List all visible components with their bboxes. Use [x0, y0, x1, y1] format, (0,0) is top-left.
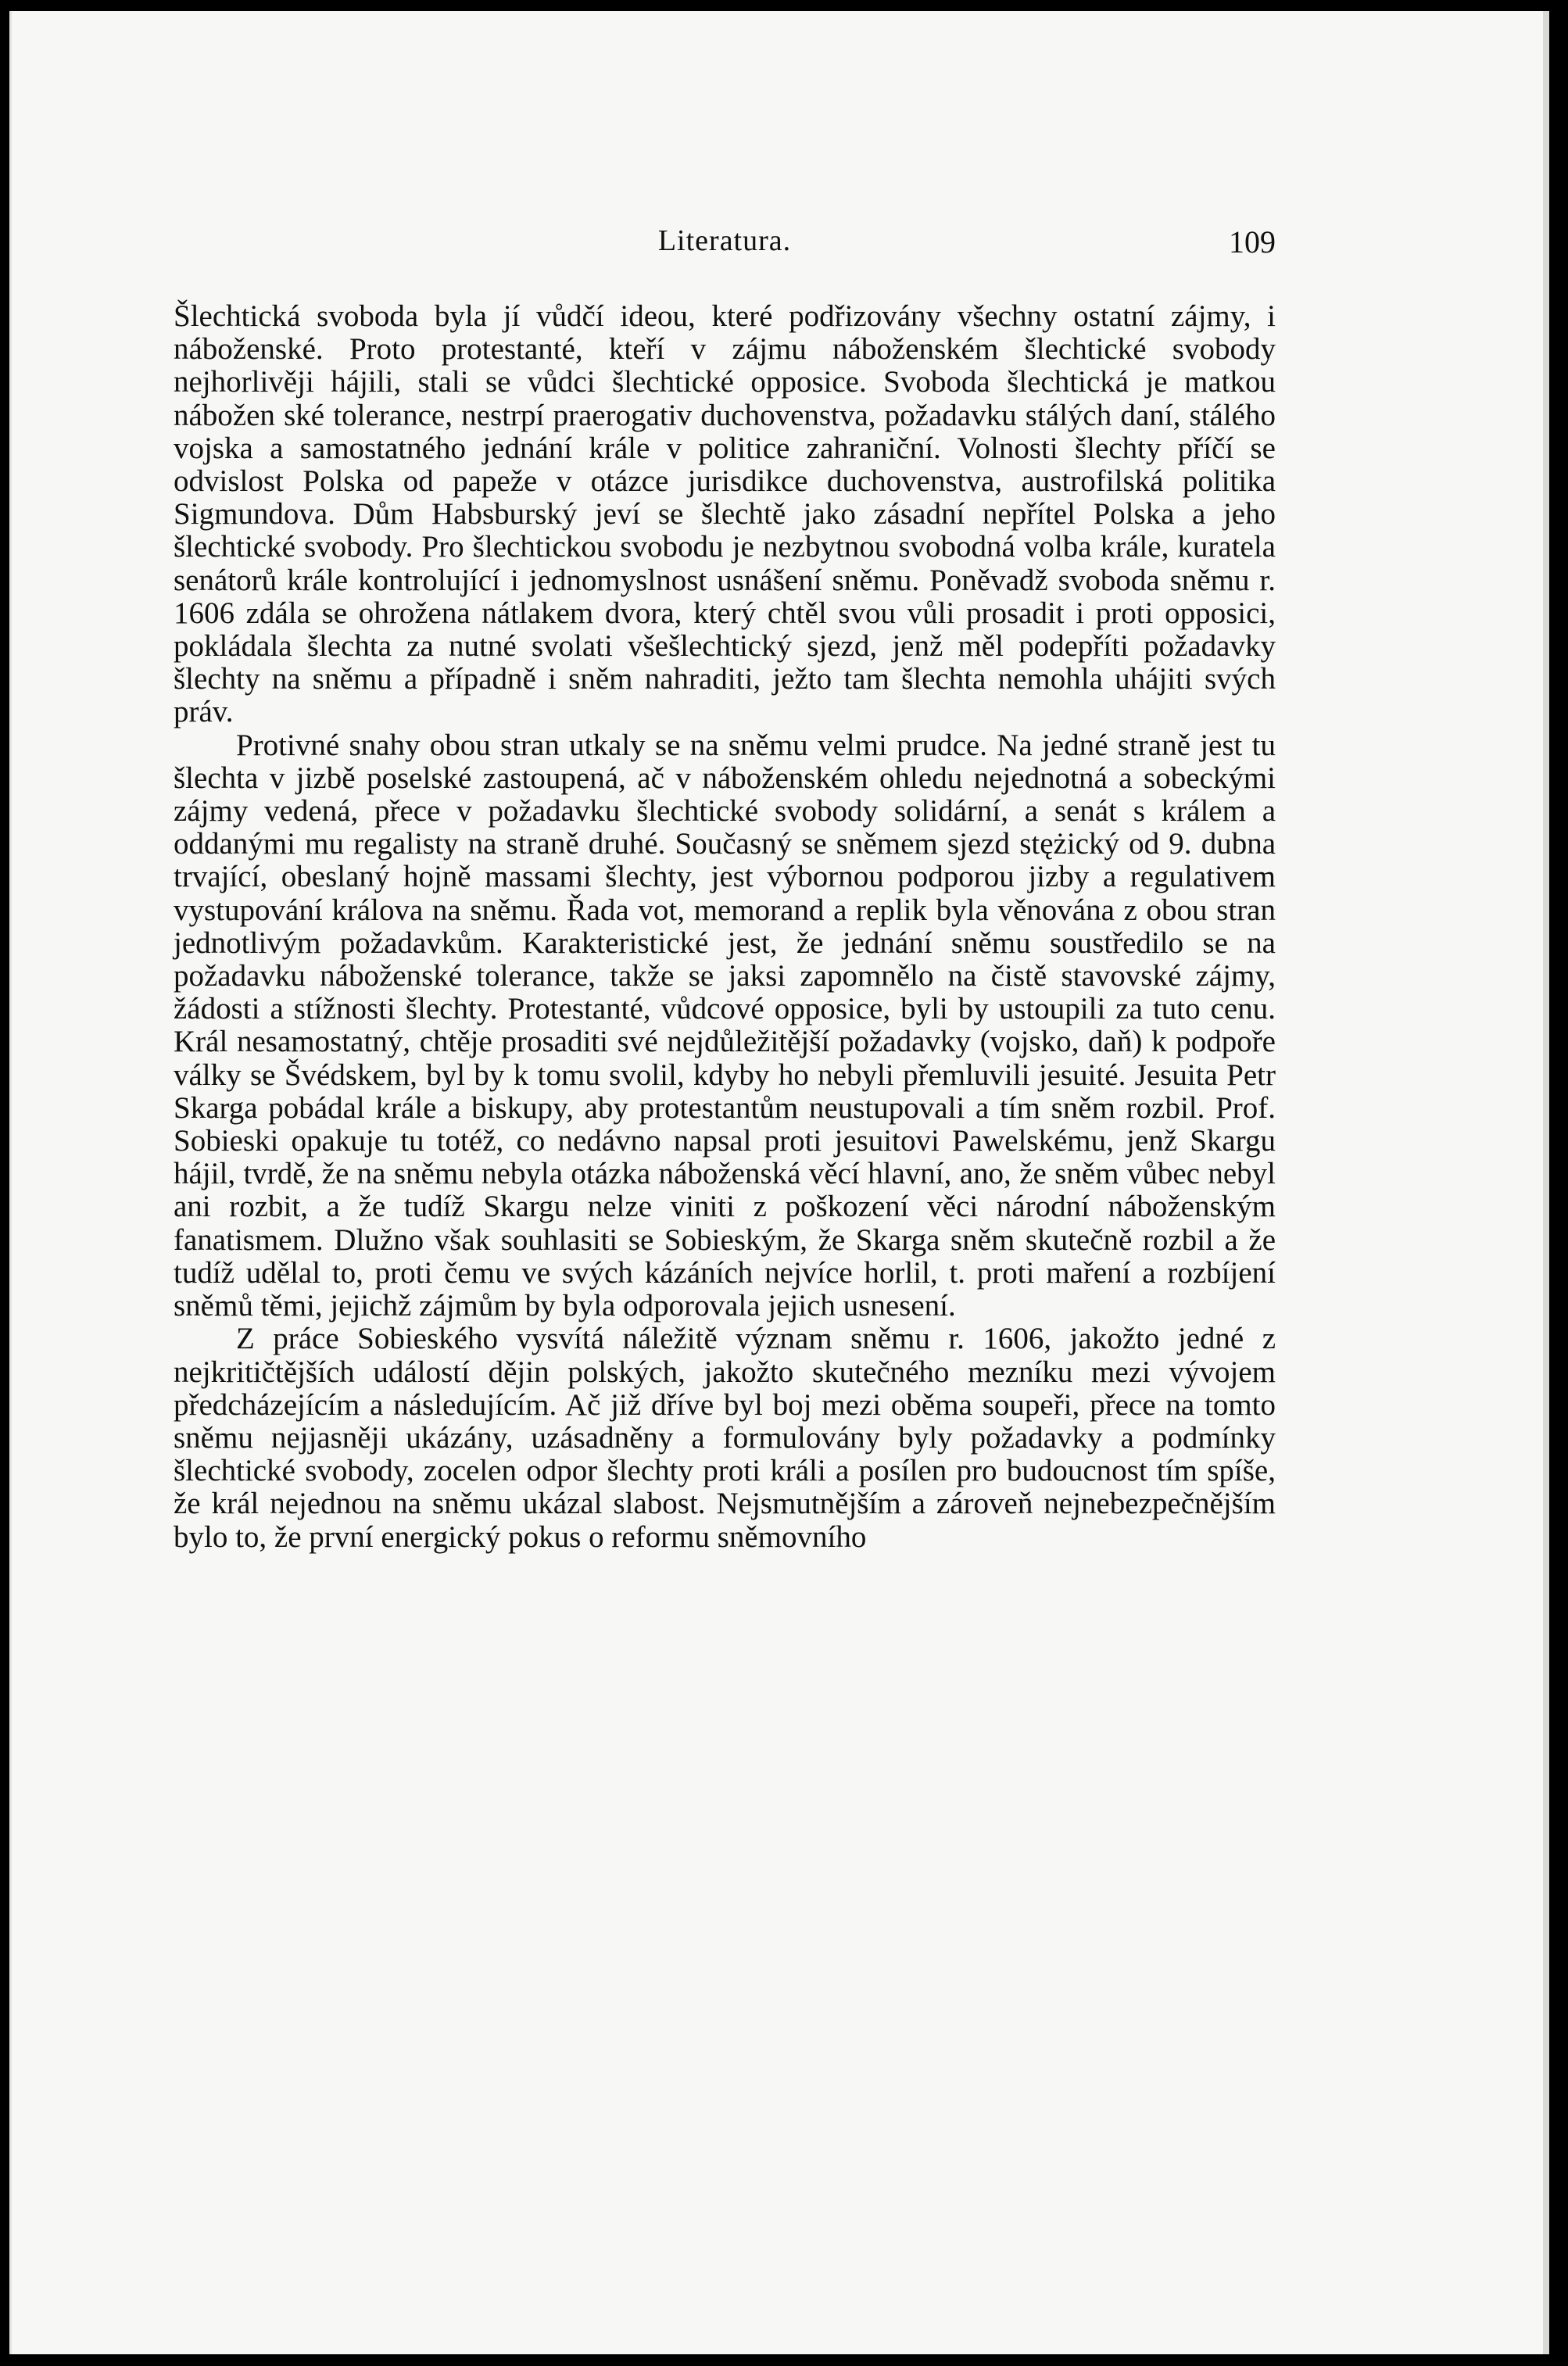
page-number: 109 [1229, 224, 1276, 260]
paragraph-3: Z práce Sobieského vysvítá náležitě význam sněmu r. 1606, jakožto jedné z nejkritičtějších událostí dějin polských, jakožto skutečného mezníku mezi vývojem předcházejícím a následujícím. Ač již dříve byl boj mezi oběma soupeři, přece na tomto sněmu nejjasněji ukázány, uzásadněny a formulovány byly požadavky a podmínky šlechtické svobody, zocelen odpor šlechty proti králi a posílen pro budoucnost tím spíše, že král nejednou na sněmu ukázal slabost. Nejsmutnějším a zároveň nejnebezpečnějším bylo to, že první energický pokus o reformu sněmovního [174, 1322, 1276, 1554]
page-header [174, 224, 1276, 270]
paragraph-1: Šlechtická svoboda byla jí vůdčí ideou, které podřizovány všechny ostatní zájmy, i náboženské. Proto protestanté, kteří v zájmu náboženském šlechtické svobody nejhorlivěji hájili, stali se vůdci šlechtické opposice. Svoboda šlechtická je matkou nábožen ské tolerance, nestrpí praerogativ duchovenstva, požadavku stálých daní, stálého vojska a samostatného jednání krále v politice zahraniční. Volnosti šlechty příčí se odvislost Polska od papeže v otázce jurisdikce duchovenstva, austrofilská politika Sigmundova. Dům Habsburský jeví se šlechtě jako zásadní nepřítel Polska a jeho šlechtické svobody. Pro šlechtickou svobodu je nezbytnou svobodná volba krále, kuratela senátorů krále kontrolující i jednomyslnost usnášení sněmu. Poněvadž svoboda sněmu r. 1606 zdála se ohrožena nátlakem dvora, který chtěl svou vůli prosadit i proti opposici, pokládala šlechta za nutné svolati všešlechtický sjezd, jenž měl podepříti požadavky šlechty na sněmu a případně i sněm nahraditi, ježto tam šlechta nemohla uhájiti svých práv. [174, 299, 1276, 729]
scan-edge-right [1543, 11, 1549, 2354]
scan-edge-left [9, 11, 12, 2354]
paragraph-2: Protivné snahy obou stran utkaly se na sněmu velmi prudce. Na jedné straně jest tu šlechta v jizbě poselské zastoupená, ač v náboženském ohledu nejednotná a sobeckými zájmy vedená, přece v požadavku šlechtické svobody solidární, a senát s králem a oddanými mu regalisty na straně druhé. Současný se sněmem sjezd stężický od 9. dubna trvající, obeslaný hojně massami šlechty, jest výbornou podporou jizby a regulativem vystupování králova na sněmu. Řada vot, memorand a replik byla věnována z obou stran jednotlivým požadavkům. Karakteristické jest, že jednání sněmu soustředilo se na požadavku náboženské tolerance, takže se jaksi zapomnělo na čistě stavovské zájmy, žádosti a stížnosti šlechty. Protestanté, vůdcové opposice, byli by ustoupili za tuto cenu. Král nesamostatný, chtěje prosaditi své nejdůležitější požadavky (vojsko, daň) k podpoře války se Švédskem, byl by k tomu svolil, kdyby ho nebyli přemluvili jesuité. Jesuita Petr Skarga pobádal krále a biskupy, aby protestantům neustupovali a tím sněm rozbil. Prof. Sobieski opakuje tu totéž, co nedávno napsal proti jesuitovi Pawelskému, jenž Skargu hájil, tvrdě, že na sněmu nebyla otázka náboženská věcí hlavní, ano, že sněm vůbec nebyl ani rozbit, a že tudíž Skargu nelze viniti z poškození věci národní náboženským fanatismem. Dlužno však souhlasiti se Sobieským, že Skarga sněm skutečně rozbil a že tudíž udělal to, proti čemu ve svých kázáních nejvíce horlil, t. proti maření a rozbíjení sněmů těmi, jejichž zájmům by byla odporovala jejich usnesení. [174, 728, 1276, 1323]
body-text [174, 300, 1276, 1554]
book-page [9, 11, 1549, 2354]
running-title: Literatura. [657, 224, 792, 257]
